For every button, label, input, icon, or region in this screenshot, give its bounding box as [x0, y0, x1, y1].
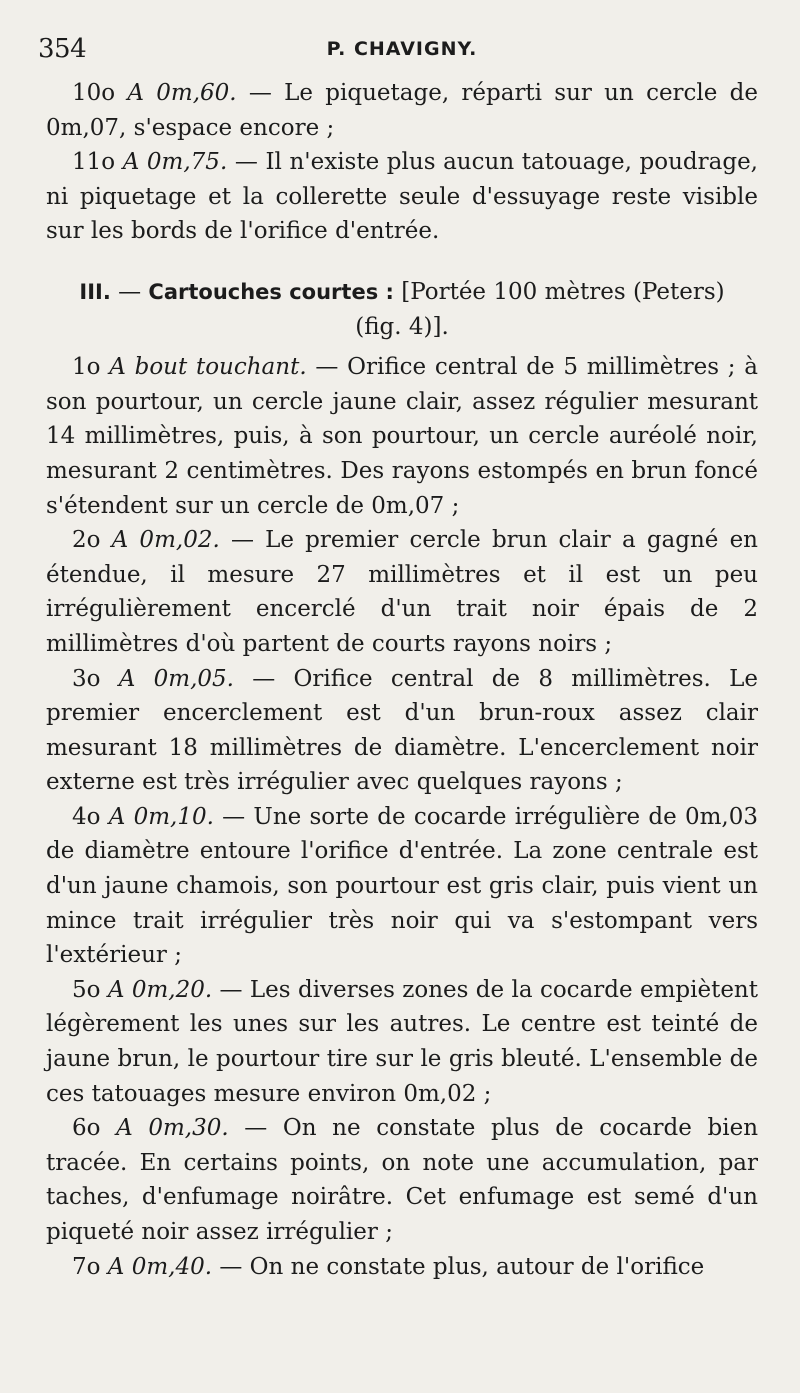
- item-number: 11o: [72, 149, 116, 176]
- figure-reference: (fig. 4)].: [355, 313, 449, 340]
- item-label: A bout touchant.: [109, 354, 307, 381]
- running-head: P. CHAVIGNY.: [326, 38, 478, 60]
- paragraph-item: [46, 145, 758, 249]
- page-number: 354: [38, 34, 87, 64]
- item-text: — On ne constate plus, autour de l'orifice: [212, 1253, 705, 1280]
- body-text: [46, 76, 758, 1284]
- item-number: 7o: [72, 1253, 101, 1280]
- item-label: A 0m,20.: [107, 976, 213, 1003]
- section-dash: —: [110, 278, 149, 305]
- section-subtitle: [Portée 100 mètres (Peters): [393, 278, 725, 305]
- paragraph-item: [46, 1111, 758, 1249]
- item-text: — Le piquetage, réparti sur un cercle de 0m,07, s'espace encore ;: [46, 80, 759, 141]
- item-label: A 0m,02.: [111, 527, 220, 554]
- item-label: A 0m,40.: [107, 1253, 213, 1280]
- item-text: — Orifice central de 5 millimètres ; à son pourtour, un cercle jaune clair, assez régulier mesurant 14 millimètres, puis, à son pourtour, un cercle auréolé noir, mesurant 2 centimètres. Des rayons estompés en brun foncé s'étendent sur un cercle de 0m,07 ;: [46, 354, 758, 519]
- item-label: A 0m,05.: [118, 665, 234, 692]
- item-text: — On ne constate plus de cocarde bien tracée. En certains points, on note une accumulation, par taches, d'enfumage noirâtre. Cet enfumage est semé d'un piqueté noir assez irrégulier ;: [46, 1115, 759, 1245]
- paragraph-item: [46, 973, 758, 1111]
- page-header: [38, 28, 758, 68]
- item-text: — Orifice central de 8 millimètres. Le premier encerclement est d'un brun-roux assez clair mesurant 18 millimètres de diamètre. L'encerclement noir externe est très irrégulier avec quelques rayons ;: [46, 665, 758, 796]
- book-page: [38, 28, 759, 1284]
- item-number: 4o: [72, 803, 101, 830]
- item-text: — Les diverses zones de la cocarde empiètent légèrement les unes sur les autres. Le centre est teinté de jaune brun, le pourtour tire sur le gris bleuté. L'ensemble de ces tatouages mesure environ 0m,02 ;: [46, 976, 758, 1107]
- item-label: A 0m,10.: [108, 803, 214, 830]
- section-number: III.: [79, 279, 111, 304]
- item-label: A 0m,75.: [122, 149, 228, 176]
- paragraph-item: [46, 800, 758, 973]
- paragraph-item: [46, 662, 758, 800]
- item-number: 6o: [72, 1115, 101, 1142]
- section-heading: [46, 275, 758, 344]
- item-text: — Le premier cercle brun clair a gagné en étendue, il mesure 27 millimètres et il est un peu irrégulièrement encerclé d'un trait noir épais de 2 millimètres d'où partent de courts rayons noirs ;: [46, 527, 758, 657]
- item-label: A 0m,60.: [127, 80, 237, 106]
- item-number: 3o: [72, 665, 101, 692]
- paragraph-item: [46, 1250, 758, 1285]
- item-number: 10o: [72, 80, 116, 106]
- item-label: A 0m,30.: [116, 1115, 229, 1142]
- item-number: 2o: [72, 527, 101, 554]
- item-number: 1o: [72, 354, 101, 381]
- item-number: 5o: [72, 976, 101, 1003]
- paragraph-item: [46, 76, 758, 145]
- paragraph-item: [46, 350, 758, 523]
- section-title: Cartouches courtes :: [148, 279, 394, 304]
- item-text: — Il n'existe plus aucun tatouage, poudrage, ni piquetage et la collerette seule d'essuyage reste visible sur les bords de l'orifice d'entrée.: [46, 149, 758, 245]
- item-text: — Une sorte de cocarde irrégulière de 0m,03 de diamètre entoure l'orifice d'entrée. La zone centrale est d'un jaune chamois, son pourtour est gris clair, puis vient un mince trait irrégulier très noir qui va s'estompant vers l'extérieur ;: [46, 803, 758, 969]
- paragraph-item: [46, 523, 758, 661]
